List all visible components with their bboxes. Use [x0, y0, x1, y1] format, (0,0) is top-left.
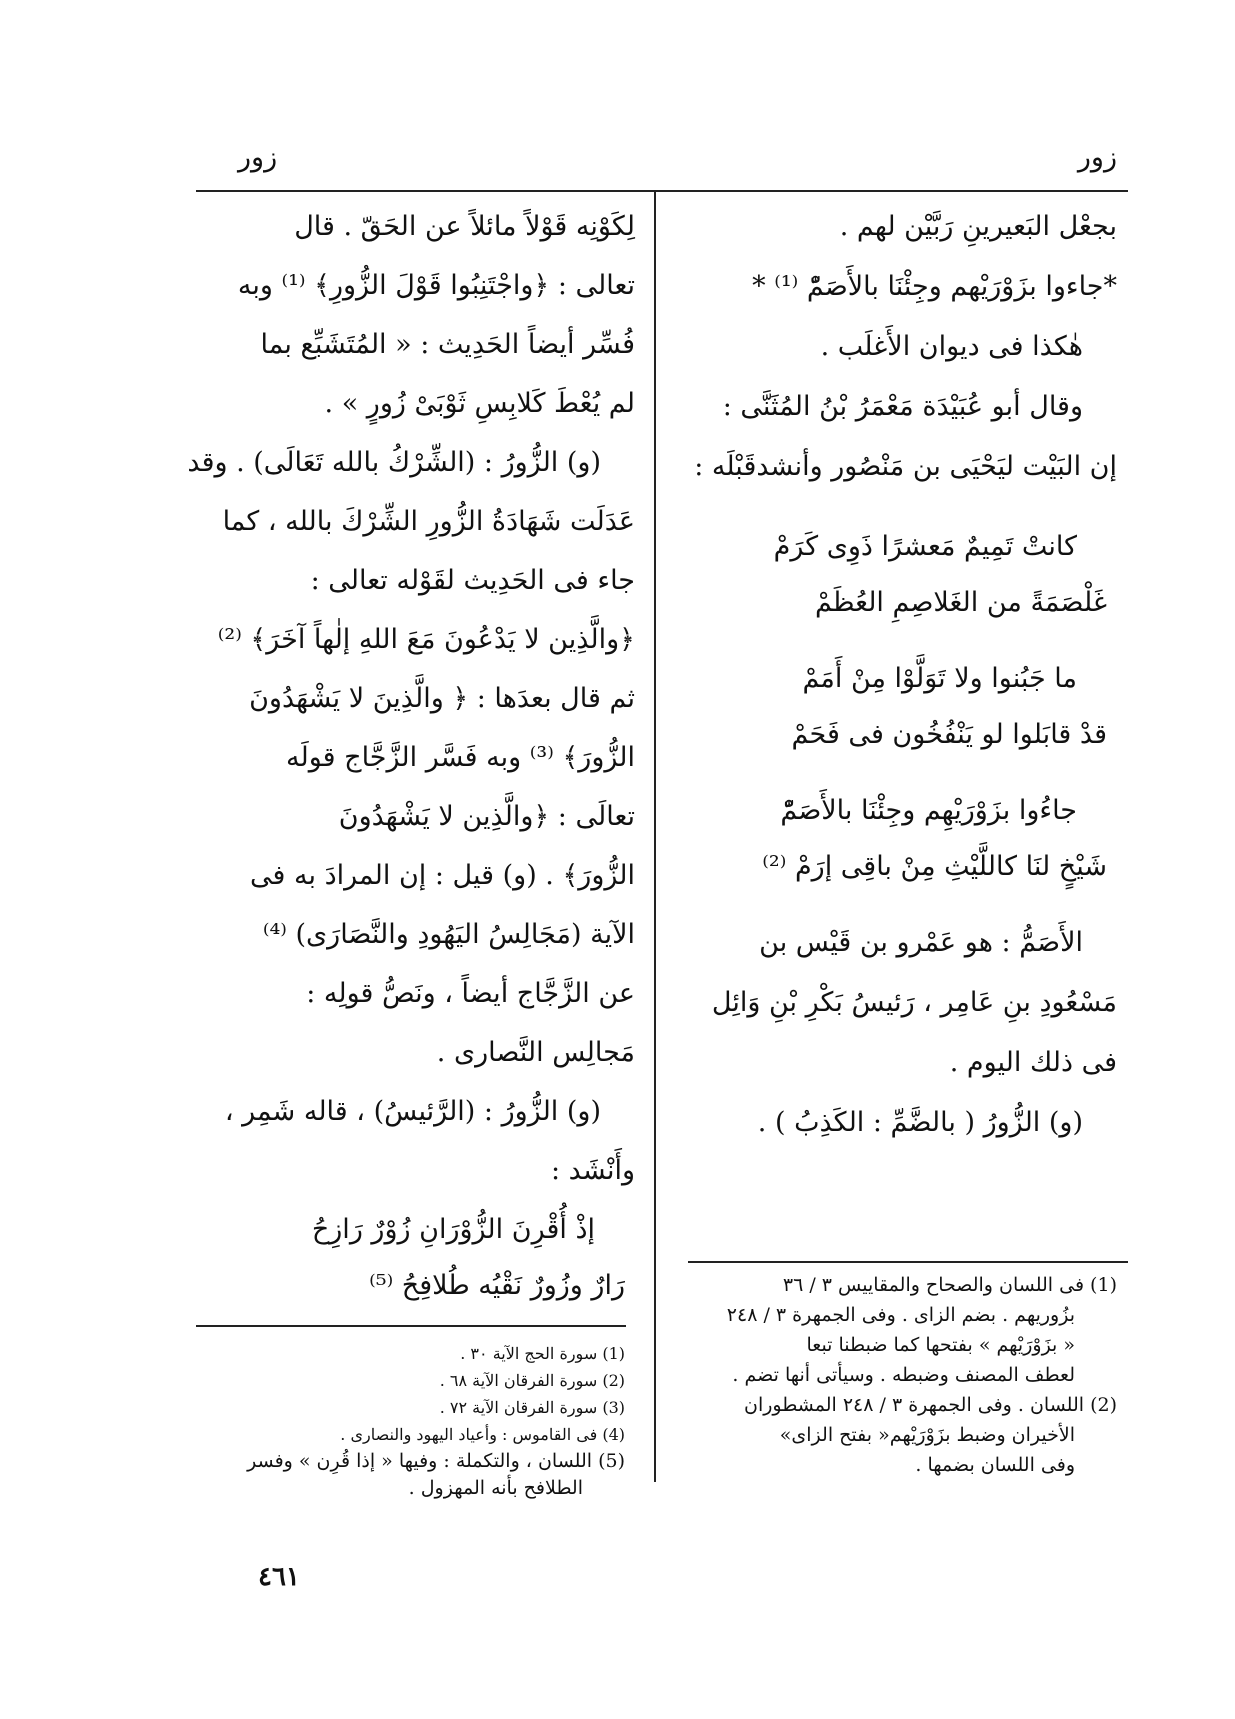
footnote-rule-right	[688, 1261, 1128, 1263]
footnote-line: « بزَوْرَيْهم » بفتحها كما ضبطنا تبعا	[806, 1334, 1075, 1356]
footnote-line: (3) سورة الفرقان الآية ٧٢ .	[439, 1398, 625, 1417]
footnote-line: بزُوريهم . بضم الزاى . وفى الجمهرة ٣ / ٢٤٨	[726, 1304, 1075, 1326]
verse-line: جاءُوا بزَوْرَيْهِم وجِئْنَا بالأَصَمّْ	[780, 795, 1077, 826]
text-line: (و) الزُّورُ : (الشِّرْكُ بالله تَعَالَى) . وقد	[187, 447, 601, 478]
footnote-line: وفى اللسان بضمها .	[915, 1454, 1075, 1476]
text-line: فُسِّر أيضاً الحَدِيث : « المُتَشَبِّع بما	[260, 329, 635, 360]
text-line: عن الزَّجَّاج أيضاً ، ونَصُّ قولِه :	[306, 978, 635, 1009]
footnotes-left	[205, 1340, 625, 1502]
text-line: ﴿والَّذِين لا يَدْعُونَ مَعَ اللهِ إلٰهاً آخَرَ﴾ ⁽²⁾	[217, 624, 635, 655]
text-line: بجعْل البَعيرينِ رَبَّيْن لهم .	[839, 211, 1117, 242]
footnote-line: (5) اللسان ، والتكملة : وفيها « إذا قُرِن » وفسر	[247, 1450, 625, 1472]
text-line: لِكَوْنِه قَوْلاً مائلاً عن الحَقّ . قال	[294, 211, 635, 242]
text-line: (و) الزُّورُ ( بالضَّمِّ : الكَذِبُ ) .	[757, 1107, 1083, 1138]
verse-line: إذْ أُقْرِنَ الزُّوْرَانِ زُوْرٌ رَازِحُ	[311, 1214, 595, 1245]
footnote-line: (1) فى اللسان والصحاح والمقاييس ٣ / ٣٦	[782, 1274, 1117, 1296]
footnote-line: لعطف المصنف وضبطه . وسيأتى أنها تضم .	[732, 1364, 1075, 1386]
verse-line: غَلْصَمَةً من الغَلاصِمِ العُظَمْ	[815, 587, 1107, 618]
footnotes-right	[677, 1270, 1117, 1480]
page-number: ٤٦١	[258, 1562, 300, 1592]
text-line: الزُّورَ﴾ ⁽³⁾ وبه فَسَّر الزَّجَّاج قولَه	[286, 742, 635, 773]
text-line: الأَصَمُّ : هو عَمْرو بن قَيْس بن	[759, 927, 1083, 958]
text-line: لم يُعْطَ كَلابِسِ ثَوْبَىْ زُورٍ » .	[324, 388, 635, 419]
text-line: مَسْعُودِ بنِ عَامِر ، رَئيسُ بَكْرِ بْنِ وَائِل	[711, 987, 1117, 1018]
text-line: مَجالِس النَّصارى .	[436, 1037, 635, 1068]
footnote-line: (2) سورة الفرقان الآية ٦٨ .	[439, 1371, 625, 1390]
text-line: عَدَلَت شَهَادَةُ الزُّورِ الشِّرْكَ بالله ، كما	[222, 506, 635, 537]
text-line: (و) الزُّورُ : (الرَّئيسُ) ، قاله شَمِر ،	[224, 1096, 601, 1127]
footnote-line: الطلافح بأنه المهزول .	[408, 1477, 583, 1499]
verse-line: قدْ قابَلوا لو يَنْفُخُون فى فَحَمْ	[791, 719, 1107, 750]
header-word-right: زور	[1077, 142, 1117, 173]
right-column	[687, 210, 1117, 1166]
header-word-left: زور	[238, 142, 278, 173]
text-line: وقال أبو عُبَيْدَة مَعْمَرُ بْنُ المُثَنَّى :	[722, 391, 1083, 422]
footnote-line: (2) اللسان . وفى الجمهرة ٣ / ٢٤٨ المشطوران	[743, 1394, 1117, 1416]
verse-line: شَيْخٍ لنَا كاللَّيْثِ مِنْ باقِى إرَمْ ⁽²⁾	[762, 851, 1107, 882]
text-line: إن البَيْت ليَحْيَى بن مَنْصُور وأنشدقَبْلَه :	[694, 451, 1117, 482]
footnote-rule-left	[196, 1325, 626, 1327]
text-line: ثم قال بعدَها : ﴿ والَّذِينَ لا يَشْهَدُونَ	[249, 683, 635, 714]
text-line: فى ذلك اليوم .	[949, 1047, 1117, 1078]
text-line: الزُّورَ﴾ . (و) قيل : إن المرادَ به فى	[250, 860, 635, 891]
footnote-line: (4) فى القاموس : وأعياد اليهود والنصارى .	[340, 1425, 625, 1444]
text-line: هٰكذا فى ديوان الأَغلَب .	[820, 331, 1083, 362]
footnote-line: الأخيران وضبط بزَوْرَيْهم« بفتح الزاى»	[779, 1424, 1075, 1446]
text-line: وأَنْشَد :	[551, 1155, 635, 1186]
text-line: الآية (مَجَالِسُ اليَهُودِ والنَّصَارَى) ⁽⁴⁾	[262, 919, 635, 950]
text-line: *جاءوا بزَوْرَيْهم وجِئْنَا بالأَصَمّْ ⁽¹⁾ *	[752, 271, 1117, 302]
footnote-line: (1) سورة الحج الآية ٣٠ .	[460, 1344, 625, 1363]
header-rule	[196, 190, 1128, 192]
column-divider	[654, 192, 656, 1482]
text-line: تعالَى : ﴿والَّذِين لا يَشْهَدُونَ	[338, 801, 635, 832]
verse-line: ما جَبُنوا ولا تَوَلَّوْا مِنْ أَمَمْ	[802, 663, 1077, 694]
verse-line: كانتْ تَمِيمٌ مَعشرًا ذَوِى كَرَمْ	[773, 531, 1077, 562]
verse-line: رَارٌ وزُورٌ نَقْيُه طُلافِحُ ⁽⁵⁾	[369, 1270, 625, 1301]
text-line: تعالى : ﴿واجْتَنِبُوا قَوْلَ الزُّورِ﴾ ⁽¹⁾ وبه	[237, 270, 635, 301]
left-column	[187, 210, 635, 1325]
text-line: جاء فى الحَدِيث لقَوْله تعالى :	[310, 565, 635, 596]
